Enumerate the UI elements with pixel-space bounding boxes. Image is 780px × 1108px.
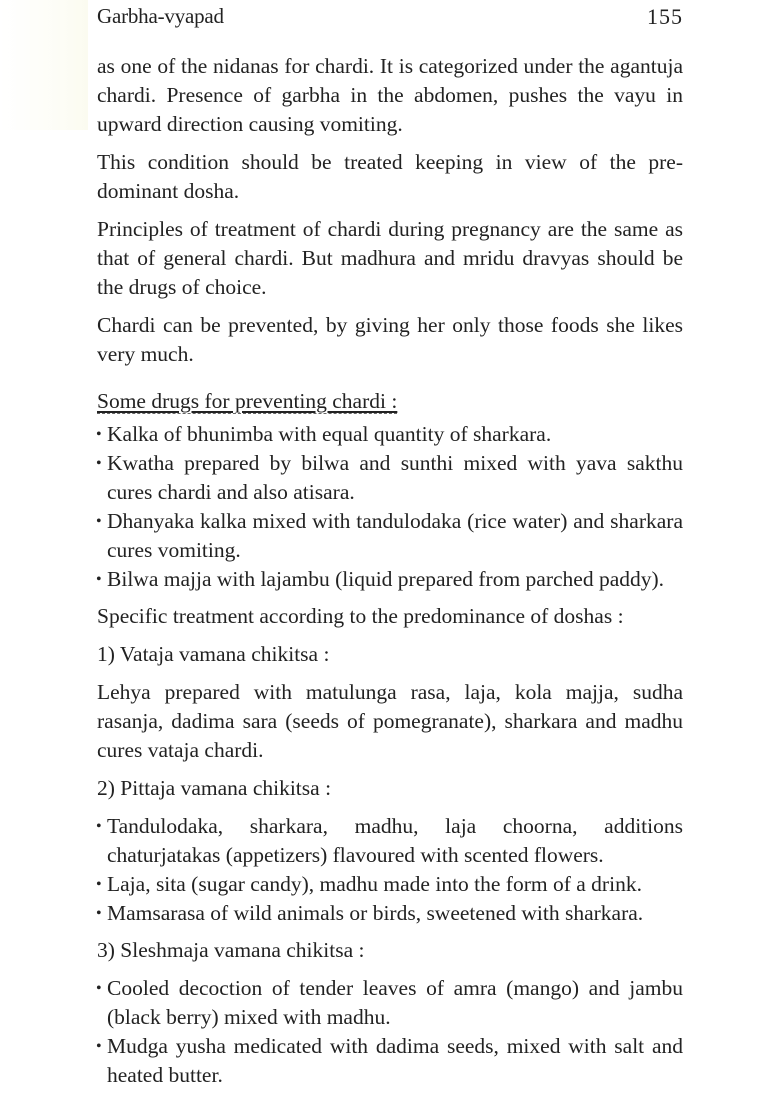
list-item: • Cooled decoction of tender leaves of amra (mango) and jambu (black berry) mixed with madhu. (97, 974, 683, 1032)
list-item: • Dhanyaka kalka mixed with tandulodaka (rice water) and sharkara cures vomiting. (97, 507, 683, 565)
list-item: • Kwatha prepared by bilwa and sunthi mixed with yava sakthu cures chardi and also atisara. (97, 449, 683, 507)
list-item: • Mamsarasa of wild animals or birds, sweetened with sharkara. (97, 899, 683, 928)
page-number: 155 (647, 4, 683, 29)
paragraph: This condition should be treated keeping in view of the pre-dominant dosha. (97, 150, 683, 203)
sleshmaja-list (97, 974, 683, 1090)
chapter-title: Garbha-vyapad (97, 4, 224, 28)
list-item: • Mudga yusha medicated with dadima seeds, mixed with salt and heated butter. (97, 1032, 683, 1090)
list-item: • Bilwa majja with lajambu (liquid prepared from parched paddy). (97, 565, 683, 594)
paragraph: Principles of treatment of chardi during pregnancy are the same as that of general chardi. But madhura and mridu dravyas should be the drugs of choice. (97, 217, 683, 299)
running-head (97, 4, 683, 30)
subheading-text: Some drugs for preventing chardi : (97, 389, 398, 413)
pittaja-heading: 2) Pittaja vamana chikitsa : (97, 776, 332, 800)
preventing-list (97, 420, 683, 594)
subheading-preventing (97, 387, 683, 416)
sleshmaja-heading: 3) Sleshmaja vamana chikitsa : (97, 938, 365, 962)
list-item: • Kalka of bhunimba with equal quantity of sharkara. (97, 420, 683, 449)
paragraph: as one of the nidanas for chardi. It is categorized under the agantuja chardi. Presence of garbha in the abdomen, pushes the vayu in upward direction causing vomiting. (97, 54, 683, 136)
vataja-heading: 1) Vataja vamana chikitsa : (97, 642, 330, 666)
specific-treatment-heading: Specific treatment according to the predominance of doshas : (97, 604, 624, 628)
page-body (97, 52, 683, 1098)
scan-margin-shade (0, 0, 88, 130)
list-item: • Laja, sita (sugar candy), madhu made into the form of a drink. (97, 870, 683, 899)
paragraph: Chardi can be prevented, by giving her only those foods she likes very much. (97, 313, 683, 366)
pittaja-list (97, 812, 683, 928)
list-item: • Tandulodaka, sharkara, madhu, laja choorna, additions chaturjatakas (appetizers) flavoured with scented flowers. (97, 812, 683, 870)
vataja-text: Lehya prepared with matulunga rasa, laja, kola majja, sudha rasanja, dadima sara (seeds of pomegranate), sharkara and madhu cures vataja chardi. (97, 680, 683, 762)
